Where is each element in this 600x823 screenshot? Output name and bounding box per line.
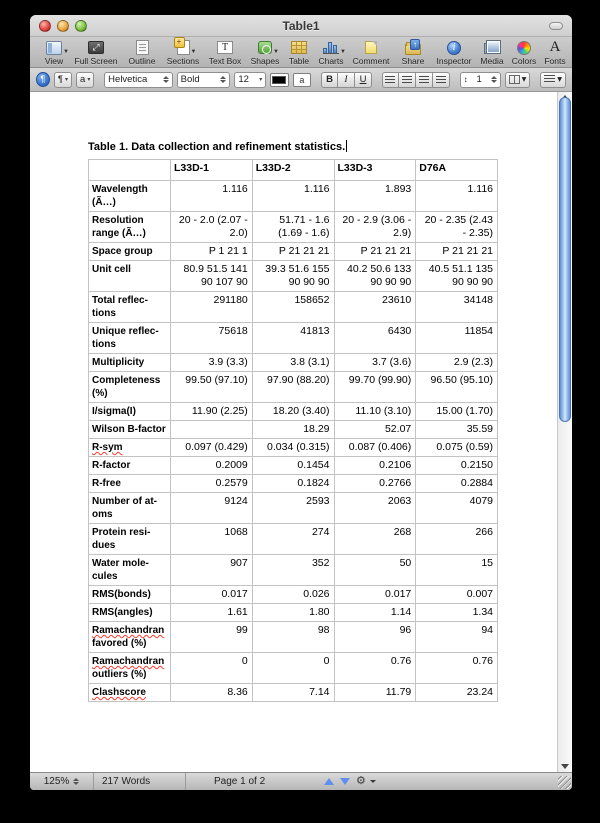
table-row (89, 421, 498, 439)
text-style-buttons (321, 72, 372, 88)
table-cell[interactable]: 18.29 (252, 421, 334, 439)
table-button[interactable]: Table (284, 39, 314, 66)
table-cell[interactable]: 1.61 (171, 604, 253, 622)
table-cell[interactable]: 0.2766 (334, 475, 416, 493)
table-cell[interactable]: 50 (334, 555, 416, 586)
media-icon (484, 41, 500, 54)
table-cell[interactable]: 11.10 (3.10) (334, 403, 416, 421)
row-label[interactable]: I/sigma(I) (89, 403, 171, 421)
table-cell[interactable]: 23610 (334, 292, 416, 323)
table-row (89, 457, 498, 475)
chevron-down-icon: ▾ (557, 74, 563, 85)
row-label[interactable]: Unique reflec-tions (89, 323, 171, 354)
close-button[interactable] (39, 20, 51, 32)
toolbar-toggle-button[interactable] (549, 22, 563, 30)
table-cell[interactable]: 40.5 51.1 135 90 90 90 (416, 261, 498, 292)
colors-button[interactable]: Colors (508, 39, 540, 66)
table-cell[interactable] (171, 421, 253, 439)
table-row (89, 439, 498, 457)
table-row (89, 586, 498, 604)
table-cell[interactable]: 98 (252, 622, 334, 653)
document-title-line[interactable] (88, 140, 557, 153)
table-row (89, 493, 498, 524)
table-cell[interactable]: 4079 (416, 493, 498, 524)
word-count: 217 Words (94, 773, 186, 790)
table-cell[interactable]: 0.2150 (416, 457, 498, 475)
stepper-icon (163, 76, 169, 83)
table-cell[interactable]: 0.075 (0.59) (416, 439, 498, 457)
row-label[interactable]: Wilson B-factor (89, 421, 171, 439)
table-row (89, 403, 498, 421)
row-label[interactable]: Water mole-cules (89, 555, 171, 586)
table-cell[interactable]: 11854 (416, 323, 498, 354)
comment-icon (365, 41, 377, 54)
table-cell[interactable]: 52.07 (334, 421, 416, 439)
line-spacing-icon: ↕ (463, 75, 468, 84)
columns-button[interactable] (505, 72, 531, 88)
table-cell[interactable]: 0.1824 (252, 475, 334, 493)
table-cell[interactable]: 291180 (171, 292, 253, 323)
table-row (89, 475, 498, 493)
table-cell[interactable]: 3.8 (3.1) (252, 354, 334, 372)
table-cell[interactable]: 34148 (416, 292, 498, 323)
table-cell[interactable]: 2.9 (2.3) (416, 354, 498, 372)
underline-button[interactable]: U (355, 72, 372, 88)
align-left-button[interactable] (382, 72, 399, 88)
table-cell[interactable]: 1.80 (252, 604, 334, 622)
table-row (89, 524, 498, 555)
table-cell[interactable]: 0.2106 (334, 457, 416, 475)
columns-icon (509, 75, 520, 84)
table-cell[interactable]: 39.3 51.6 155 90 90 90 (252, 261, 334, 292)
column-header[interactable]: L33D-3 (334, 160, 416, 181)
full-screen-button[interactable]: ⤢ Full Screen (74, 42, 118, 66)
row-label[interactable]: R-free (89, 475, 171, 493)
table-cell[interactable]: 1.116 (252, 181, 334, 212)
view-button[interactable]: ▼ View (38, 39, 70, 66)
shapes-button[interactable]: ▼ Shapes (246, 39, 284, 66)
table-cell[interactable]: 18.20 (3.40) (252, 403, 334, 421)
table-cell[interactable]: 352 (252, 555, 334, 586)
table-cell[interactable]: 158652 (252, 292, 334, 323)
table-cell[interactable]: 0.034 (0.315) (252, 439, 334, 457)
window-resize-grip[interactable] (558, 776, 571, 789)
table-cell[interactable]: 97.90 (88.20) (252, 372, 334, 403)
table-cell[interactable]: 75618 (171, 323, 253, 354)
inspector-button[interactable]: i Inspector (436, 42, 472, 66)
row-label[interactable]: RMS(angles) (89, 604, 171, 622)
window-title: Table1 (282, 18, 320, 33)
paragraph-styles-drawer-button[interactable]: ¶ (36, 72, 50, 87)
chevron-down-icon: ▾ (87, 77, 91, 83)
align-justify-icon (436, 76, 446, 84)
row-label[interactable]: Completeness (%) (89, 372, 171, 403)
next-page-button[interactable] (340, 778, 350, 785)
row-label[interactable]: Clashscore (89, 684, 171, 702)
table-cell[interactable]: 2593 (252, 493, 334, 524)
text-color-well[interactable] (270, 73, 288, 87)
line-spacing-control[interactable]: ↕ 1 (460, 72, 501, 88)
table-row (89, 212, 498, 243)
row-label[interactable]: Ramachandran outliers (%) (89, 653, 171, 684)
text-box-icon: T (217, 41, 233, 54)
row-label[interactable]: R-factor (89, 457, 171, 475)
table-cell[interactable]: 0 (252, 653, 334, 684)
table-cell[interactable]: 6430 (334, 323, 416, 354)
table-cell[interactable]: 0.017 (171, 586, 253, 604)
table-cell[interactable]: 35.59 (416, 421, 498, 439)
table-cell[interactable]: 0 (171, 653, 253, 684)
full-screen-icon: ⤢ (88, 41, 104, 54)
table-cell[interactable]: 99 (171, 622, 253, 653)
sections-icon (177, 40, 190, 55)
table-cell[interactable]: 20 - 2.35 (2.43 - 2.35) (416, 212, 498, 243)
gear-menu-button[interactable]: ⚙ (356, 775, 366, 787)
table-corner-cell[interactable] (89, 160, 171, 181)
minimize-button[interactable] (57, 20, 69, 32)
align-right-icon (419, 76, 429, 84)
document-page[interactable] (30, 92, 557, 772)
table-row (89, 555, 498, 586)
table-cell[interactable]: 2063 (334, 493, 416, 524)
table-cell[interactable]: 1.893 (334, 181, 416, 212)
table-cell[interactable]: P 1 21 1 (171, 243, 253, 261)
table-cell[interactable]: 20 - 2.0 (2.07 - 2.0) (171, 212, 253, 243)
row-label[interactable]: Unit cell (89, 261, 171, 292)
align-left-icon (385, 76, 395, 84)
table-row (89, 684, 498, 702)
table-cell[interactable]: 1.116 (171, 181, 253, 212)
align-center-icon (402, 76, 412, 84)
character-style-dropdown[interactable]: a ▾ (76, 72, 94, 88)
text-box-button[interactable]: T Text Box (208, 42, 242, 66)
table-cell[interactable]: 0.007 (416, 586, 498, 604)
table-cell[interactable]: 0.087 (0.406) (334, 439, 416, 457)
row-label[interactable]: Wavelength (Ã…) (89, 181, 171, 212)
chevron-down-icon (370, 780, 376, 783)
table-cell[interactable]: 15 (416, 555, 498, 586)
fonts-icon: A (549, 39, 561, 55)
row-label[interactable]: RMS(bonds) (89, 586, 171, 604)
scrollbar-thumb[interactable] (559, 97, 571, 422)
previous-page-button[interactable] (324, 778, 334, 785)
outline-icon (136, 40, 149, 55)
paragraph-style-dropdown[interactable]: ¶ ▾ (54, 72, 72, 88)
chevron-down-icon: ▼ (190, 49, 197, 55)
table-row (89, 372, 498, 403)
table-cell[interactable]: 51.71 - 1.6 (1.69 - 1.6) (252, 212, 334, 243)
row-label[interactable]: Space group (89, 243, 171, 261)
align-center-button[interactable] (399, 72, 416, 88)
table-cell[interactable]: 8.36 (171, 684, 253, 702)
stepper-icon (491, 76, 497, 83)
share-button[interactable]: ↑ Share (394, 39, 432, 66)
table-cell[interactable]: 94 (416, 622, 498, 653)
zoom-level: 125% (43, 776, 70, 787)
column-header[interactable]: L33D-2 (252, 160, 334, 181)
alignment-buttons (382, 72, 450, 88)
view-icon (46, 41, 62, 55)
chevron-down-icon: ▾ (65, 77, 69, 83)
page-navigation (324, 776, 376, 787)
chevron-down-icon: ▾ (259, 77, 263, 83)
comment-button[interactable]: Comment (348, 39, 394, 66)
vertical-scrollbar[interactable] (557, 92, 572, 772)
table-cell[interactable]: 0.76 (416, 653, 498, 684)
zoom-window-button[interactable] (75, 20, 87, 32)
table-cell[interactable]: 3.7 (3.6) (334, 354, 416, 372)
toolbar (30, 37, 572, 68)
sections-button[interactable]: + ▼ Sections (162, 39, 204, 66)
table-cell[interactable]: 1.116 (416, 181, 498, 212)
table-cell[interactable]: 266 (416, 524, 498, 555)
text-cursor (346, 140, 347, 152)
table-row (89, 354, 498, 372)
colors-icon (517, 41, 531, 55)
table-cell[interactable]: P 21 21 21 (334, 243, 416, 261)
table-cell[interactable]: 0.2884 (416, 475, 498, 493)
text-background-color-well[interactable]: a (293, 73, 311, 87)
table-row (89, 653, 498, 684)
share-icon (405, 44, 421, 55)
chevron-down-icon: ▼ (340, 49, 346, 55)
table-row (89, 622, 498, 653)
pages-window (30, 15, 572, 790)
row-label[interactable]: Resolution range (Ã…) (89, 212, 171, 243)
column-header[interactable]: D76A (416, 160, 498, 181)
table-cell[interactable]: 0.017 (334, 586, 416, 604)
stepper-icon (73, 778, 79, 785)
table-cell[interactable]: 268 (334, 524, 416, 555)
table-cell[interactable]: 11.79 (334, 684, 416, 702)
page-indicator: Page 1 of 2 (214, 776, 266, 787)
window-controls (39, 20, 87, 32)
table-cell[interactable]: P 21 21 21 (416, 243, 498, 261)
table-cell[interactable]: 0.2009 (171, 457, 253, 475)
chevron-down-icon: ▼ (63, 49, 69, 55)
table-cell[interactable]: 80.9 51.5 141 90 107 90 (171, 261, 253, 292)
row-label[interactable]: Number of at-oms (89, 493, 171, 524)
shapes-icon (258, 41, 272, 54)
table-cell[interactable]: 3.9 (3.3) (171, 354, 253, 372)
row-label[interactable]: Ramachandran favored (%) (89, 622, 171, 653)
title-bar[interactable] (30, 15, 572, 37)
table-cell[interactable]: 0.2579 (171, 475, 253, 493)
bold-button[interactable]: B (321, 72, 338, 88)
list-icon (544, 75, 555, 84)
table-row (89, 181, 498, 212)
table-cell[interactable]: 23.24 (416, 684, 498, 702)
typeface-select[interactable]: Bold (177, 72, 231, 88)
format-bar (30, 68, 572, 92)
table-row (89, 323, 498, 354)
table-cell[interactable]: 1.14 (334, 604, 416, 622)
table-cell[interactable]: 7.14 (252, 684, 334, 702)
table-cell[interactable]: 96 (334, 622, 416, 653)
font-size-select[interactable]: 12 ▾ (234, 72, 266, 88)
charts-icon (323, 41, 339, 54)
document-title-text: Table 1. Data collection and refinement statistics. (88, 141, 346, 153)
scroll-down-button[interactable] (558, 761, 572, 772)
list-style-button[interactable] (540, 72, 566, 88)
table-cell[interactable]: 40.2 50.6 133 90 90 90 (334, 261, 416, 292)
inspector-icon: i (447, 41, 461, 55)
table-cell[interactable]: 274 (252, 524, 334, 555)
table-cell[interactable]: P 21 21 21 (252, 243, 334, 261)
table-cell[interactable]: 9124 (171, 493, 253, 524)
color-swatch (272, 76, 286, 84)
table-cell[interactable]: 1068 (171, 524, 253, 555)
table-cell[interactable]: 20 - 2.9 (3.06 - 2.9) (334, 212, 416, 243)
table-cell[interactable]: 1.34 (416, 604, 498, 622)
table-row (89, 261, 498, 292)
table-icon (291, 41, 307, 54)
table-cell[interactable]: 15.00 (1.70) (416, 403, 498, 421)
italic-button[interactable]: I (338, 72, 355, 88)
arrow-down-icon (561, 764, 569, 769)
status-bar (30, 772, 572, 790)
align-justify-button[interactable] (433, 72, 450, 88)
table-cell[interactable]: 0.76 (334, 653, 416, 684)
row-label[interactable]: Total reflec-tions (89, 292, 171, 323)
row-label[interactable]: Protein resi-dues (89, 524, 171, 555)
table-cell[interactable]: 96.50 (95.10) (416, 372, 498, 403)
fonts-button[interactable]: A Fonts (544, 39, 566, 66)
table-cell[interactable]: 99.70 (99.90) (334, 372, 416, 403)
row-label[interactable]: Multiplicity (89, 354, 171, 372)
row-label[interactable]: R-sym (89, 439, 171, 457)
table-cell[interactable]: 41813 (252, 323, 334, 354)
table-row (89, 243, 498, 261)
table-row (89, 292, 498, 323)
chevron-down-icon: ▼ (273, 49, 279, 55)
column-header[interactable]: L33D-1 (171, 160, 253, 181)
charts-button[interactable]: ▼ Charts (314, 39, 348, 66)
document-area[interactable] (30, 92, 572, 772)
chevron-down-icon: ▾ (521, 74, 527, 85)
table-cell[interactable]: 0.1454 (252, 457, 334, 475)
zoom-control[interactable] (30, 773, 94, 790)
table-cell[interactable]: 0.097 (0.429) (171, 439, 253, 457)
align-right-button[interactable] (416, 72, 433, 88)
table-cell[interactable]: 99.50 (97.10) (171, 372, 253, 403)
table-cell[interactable]: 11.90 (2.25) (171, 403, 253, 421)
media-button[interactable]: Media (476, 39, 508, 66)
outline-button[interactable]: Outline (122, 39, 162, 66)
stepper-icon (220, 76, 226, 83)
table-cell[interactable]: 0.026 (252, 586, 334, 604)
font-family-select[interactable]: Helvetica (104, 72, 172, 88)
table-cell[interactable]: 907 (171, 555, 253, 586)
table-row (89, 604, 498, 622)
statistics-table[interactable] (88, 159, 498, 702)
